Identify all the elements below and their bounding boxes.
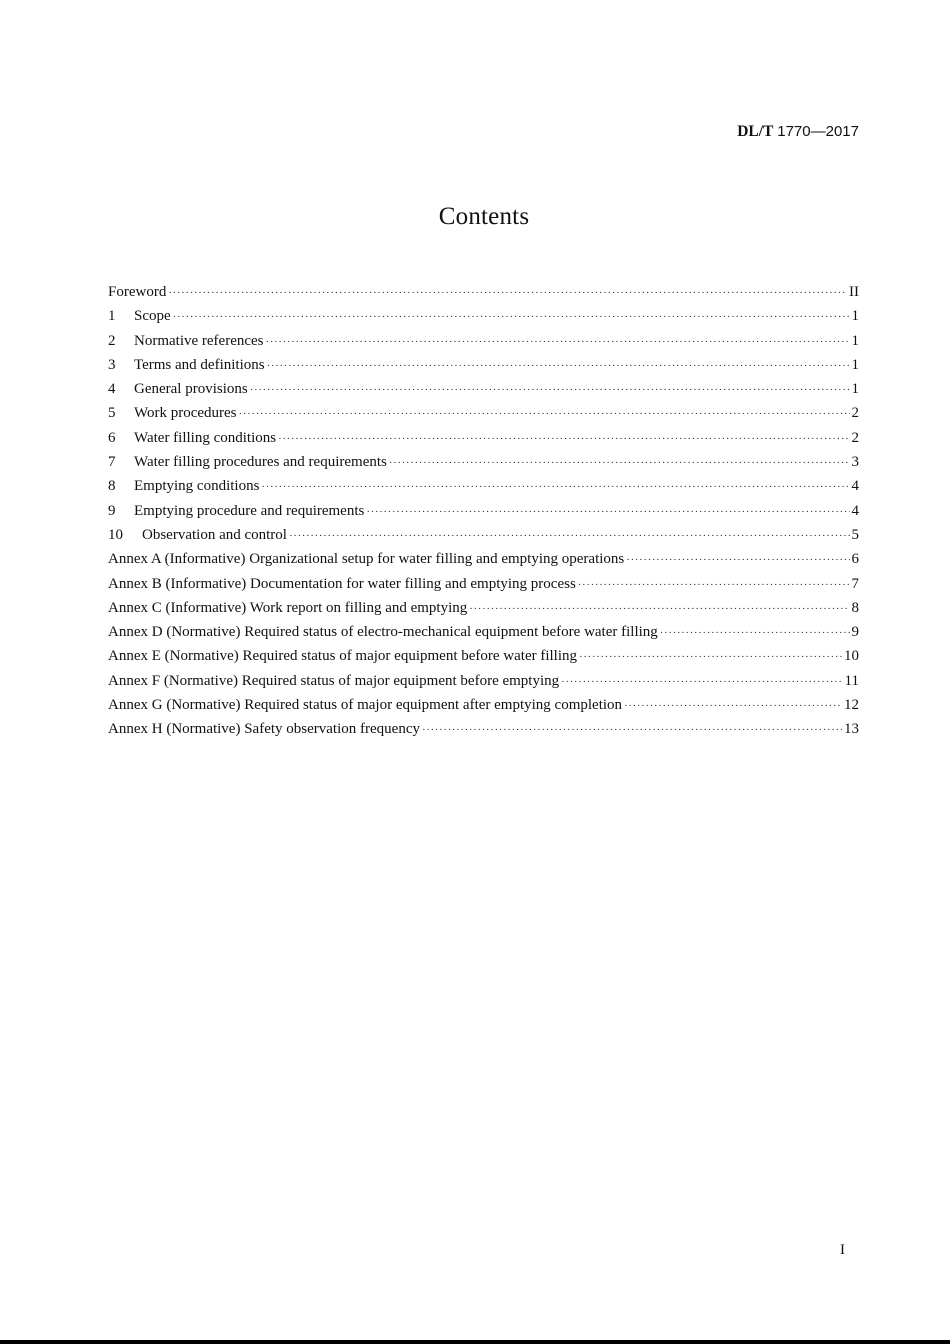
toc-entry-label: Foreword	[108, 284, 167, 300]
dot-leader	[469, 603, 849, 615]
dot-leader	[261, 481, 849, 493]
toc-entry-annex-a[interactable]	[108, 551, 859, 575]
dot-leader	[578, 579, 850, 591]
toc-entry-page: 1	[851, 381, 859, 398]
toc-entry-number: 5	[108, 405, 116, 422]
page-title: Contents	[438, 203, 530, 230]
toc-entry-label: Emptying procedure and requirements	[134, 502, 365, 519]
dot-leader	[366, 506, 849, 518]
toc-entry-label: Annex C (Informative) Work report on filling and emptying	[108, 599, 468, 616]
toc-entry-annex-c[interactable]	[108, 600, 859, 624]
dot-leader	[250, 384, 850, 396]
toc-entry-8[interactable]	[108, 478, 859, 502]
toc-entry-number: 4	[108, 381, 116, 398]
table-of-contents	[108, 284, 859, 746]
toc-entry-label: Normative references	[134, 332, 264, 349]
dot-leader	[422, 724, 842, 736]
dot-leader	[579, 651, 842, 663]
toc-entry-page: 3	[851, 454, 859, 471]
toc-entry-5[interactable]	[108, 405, 859, 429]
toc-entry-page: 11	[844, 672, 859, 689]
dot-leader	[660, 627, 850, 639]
dot-leader	[266, 336, 850, 348]
dot-leader	[289, 530, 850, 542]
toc-entry-label: Water filling conditions	[134, 429, 277, 446]
toc-entry-page: 6	[851, 551, 859, 568]
toc-entry-page: 10	[844, 648, 859, 665]
toc-entry-label: Emptying conditions	[134, 478, 260, 495]
toc-entry-label: Work procedures	[134, 405, 237, 422]
toc-entry-number: 10	[108, 526, 123, 543]
toc-entry-number: 7	[108, 454, 116, 471]
toc-entry-number: 1	[108, 308, 116, 325]
dot-leader	[561, 676, 842, 688]
standard-code	[737, 123, 859, 141]
toc-entry-2[interactable]	[108, 333, 859, 357]
toc-entry-number: 6	[108, 429, 116, 446]
dot-leader	[168, 287, 847, 299]
page-number: I	[840, 1242, 845, 1258]
toc-entry-9[interactable]	[108, 503, 859, 527]
toc-entry-label: Water filling procedures and requirements	[134, 454, 387, 471]
standard-number: 1770—2017	[777, 123, 859, 140]
toc-entry-label: Annex D (Normative) Required status of electro-mechanical equipment before water filling	[108, 624, 658, 641]
toc-entry-6[interactable]	[108, 430, 859, 454]
toc-entry-page: 13	[844, 721, 859, 738]
toc-entry-label: Annex E (Normative) Required status of major equipment before water filling	[108, 648, 578, 665]
bottom-rule	[0, 1340, 950, 1344]
dot-leader	[624, 700, 842, 712]
toc-entry-annex-f[interactable]	[108, 673, 859, 697]
toc-entry-page: 5	[851, 526, 859, 543]
standard-prefix: DL/T	[737, 123, 774, 140]
toc-entry-annex-g[interactable]	[108, 697, 859, 721]
toc-entry-label: Annex A (Informative) Organizational setup for water filling and emptying operations	[108, 551, 625, 568]
toc-entry-annex-e[interactable]	[108, 648, 859, 672]
toc-entry-page: 1	[851, 332, 859, 349]
toc-entry-page: 8	[851, 599, 859, 616]
toc-entry-annex-h[interactable]	[108, 721, 859, 745]
toc-entry-page: 2	[851, 429, 859, 446]
dot-leader	[626, 554, 849, 566]
toc-entry-page: 4	[851, 502, 859, 519]
dot-leader	[239, 408, 850, 420]
toc-entry-label: Annex H (Normative) Safety observation frequency	[108, 721, 420, 738]
toc-entry-label: Annex F (Normative) Required status of major equipment before emptying	[108, 672, 560, 689]
dot-leader	[278, 433, 849, 445]
toc-entry-1[interactable]	[108, 308, 859, 332]
dot-leader	[267, 360, 850, 372]
toc-entry-page: 1	[851, 356, 859, 373]
toc-entry-page: 12	[844, 697, 859, 714]
toc-entry-label: Scope	[134, 308, 171, 325]
toc-entry-page: 1	[851, 308, 859, 325]
toc-entry-7[interactable]	[108, 454, 859, 478]
toc-entry-10[interactable]	[108, 527, 859, 551]
toc-entry-foreword[interactable]	[108, 284, 859, 308]
toc-entry-annex-b[interactable]	[108, 576, 859, 600]
toc-entry-label: Terms and definitions	[134, 356, 265, 373]
toc-entry-3[interactable]	[108, 357, 859, 381]
toc-entry-page: 4	[851, 478, 859, 495]
toc-entry-page: 7	[851, 575, 859, 592]
toc-entry-page: 2	[851, 405, 859, 422]
toc-entry-page: 9	[851, 624, 859, 641]
toc-entry-number: 8	[108, 478, 116, 495]
toc-entry-label: Observation and control	[142, 526, 287, 543]
toc-entry-number: 9	[108, 502, 116, 519]
toc-entry-label: General provisions	[134, 381, 248, 398]
toc-entry-label: Annex G (Normative) Required status of major equipment after emptying completion	[108, 697, 623, 714]
toc-entry-number: 2	[108, 332, 116, 349]
toc-entry-number: 3	[108, 356, 116, 373]
dot-leader	[389, 457, 850, 469]
toc-entry-annex-d[interactable]	[108, 624, 859, 648]
toc-entry-label: Annex B (Informative) Documentation for water filling and emptying process	[108, 575, 576, 592]
toc-entry-4[interactable]	[108, 381, 859, 405]
toc-entry-page: II	[849, 284, 859, 300]
dot-leader	[173, 311, 850, 323]
